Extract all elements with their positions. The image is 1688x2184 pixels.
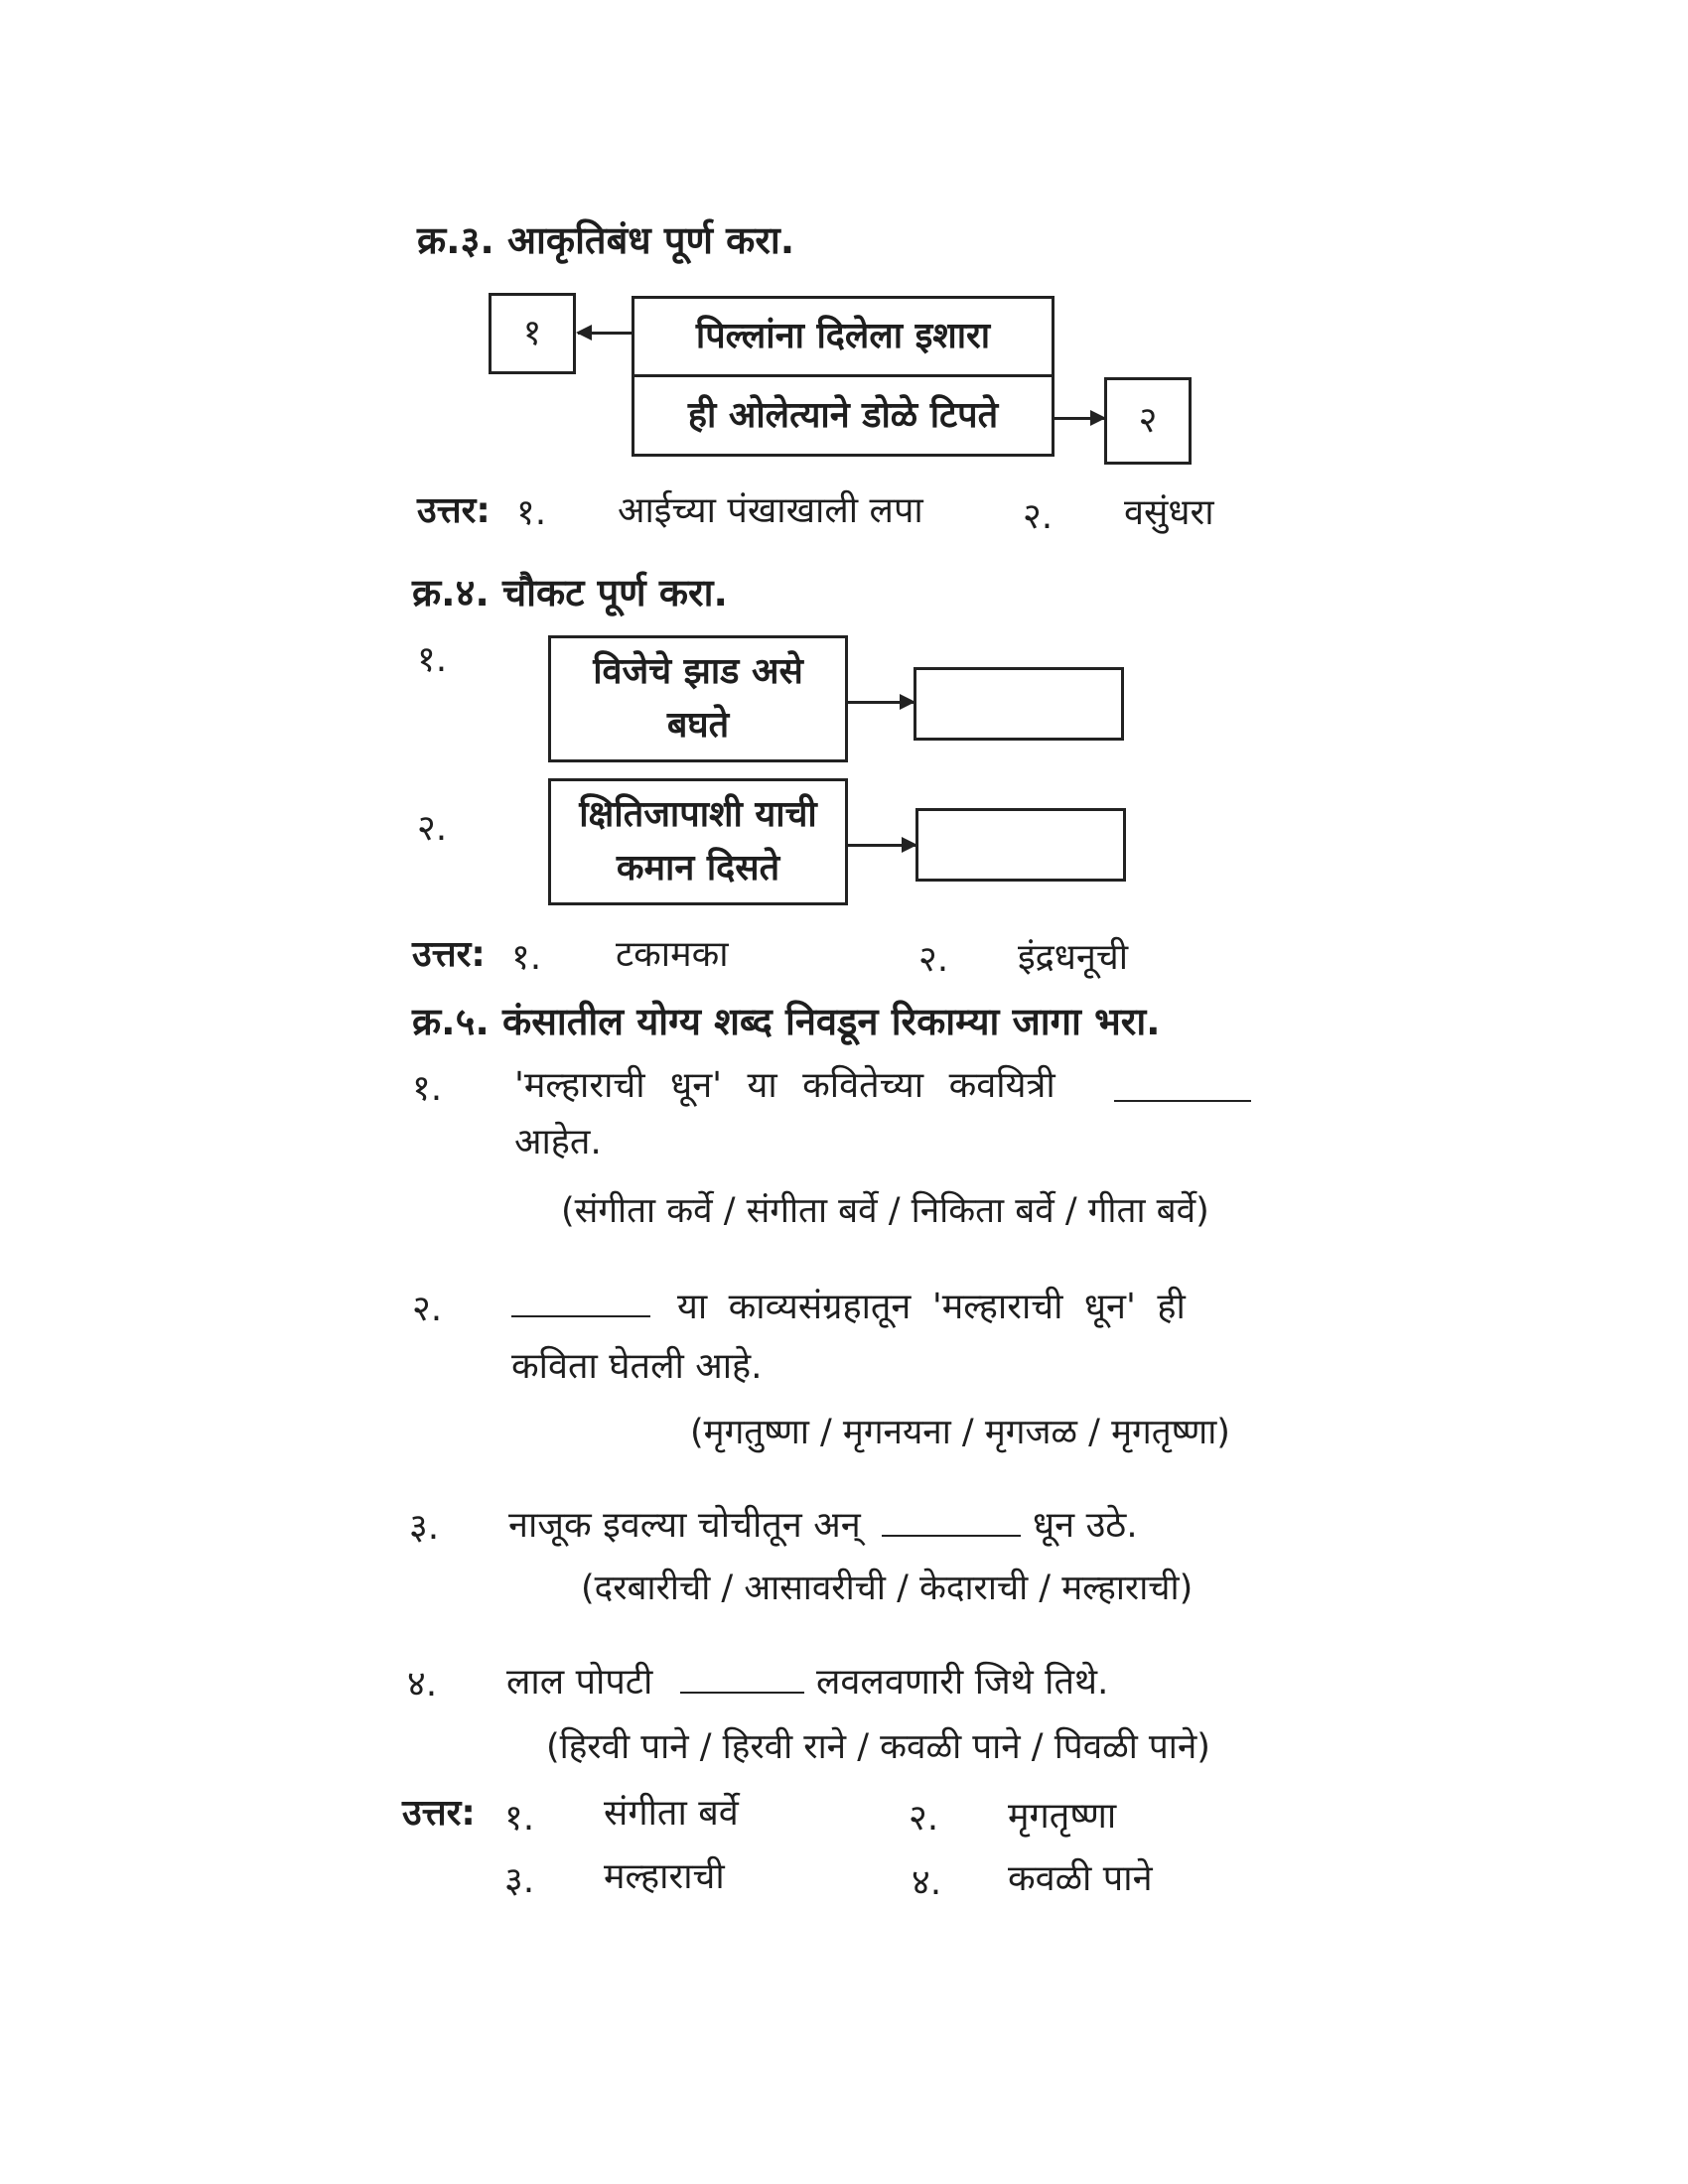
q4-box-1 [548,635,848,762]
q5-item-4-options: (हिरवी पाने / हिरवी राने / कवळी पाने / पिवळी पाने) [546,1727,1210,1767]
q3-answer-1-num: १. [516,492,547,533]
q5-answer-4: कवळी पाने [1008,1858,1153,1899]
q3-box-1-label: १ [522,313,542,353]
q3-answer-2: वसुंधरा [1124,492,1214,533]
q3-center-row-1 [634,299,1052,377]
q5-answer-3: मल्हाराची [604,1856,725,1897]
q5-item-1-options: (संगीता कर्वे / संगीता बर्वे / निकिता बर्वे / गीता बर्वे) [561,1191,1209,1231]
q5-answer-1-num: १. [504,1798,535,1839]
q3-answer-2-num: २. [1023,496,1054,537]
q4-box-2 [548,778,848,905]
q5-item-3-blank[interactable] [882,1535,1021,1537]
q4-empty-box-2[interactable] [915,808,1126,882]
q5-item-1-num: १. [412,1068,443,1109]
q4-item-1-num: १. [417,639,448,680]
q3-box-2 [1104,377,1192,465]
q5-item-2-blank[interactable] [511,1315,650,1317]
q5-item-1-blank[interactable] [1114,1100,1251,1102]
q4-arrow-2 [848,844,915,847]
q5-answer-label: उत्तर: [402,1793,476,1834]
q5-item-3-options: (दरबारीची / आसावरीची / केदाराची / मल्हाराची) [581,1569,1194,1608]
q5-item-3-num: ३. [409,1507,440,1548]
q3-box-1 [489,293,576,374]
q4-heading: क्र.४. चौकट पूर्ण करा. [412,571,728,614]
q3-row-2-text: ही ओलेत्याने डोळे टिपते [687,395,999,436]
q4-empty-box-1[interactable] [914,667,1124,741]
q5-heading: क्र.५. कंसातील योग्य शब्द निवडून रिकाम्या जागा भरा. [412,1000,1161,1043]
q3-heading: क्र.३. आकृतिबंध पूर्ण करा. [417,218,795,262]
q5-answer-3-num: ३. [504,1860,535,1901]
q5-item-3-pre: नाजूक इवल्या चोचीतून अन् [508,1505,861,1546]
q5-item-1-tail: आहेत. [514,1122,602,1162]
q4-item-2-num: २. [417,808,448,849]
q4-box-2-line-2: कमान दिसते [616,848,780,888]
q5-item-4-blank[interactable] [680,1692,804,1694]
q3-center-box [632,296,1055,457]
q4-box-2-line-1: क्षितिजापाशी याची [579,794,817,835]
q5-item-2-num: २. [412,1289,443,1329]
q5-item-2-options: (मृगतुष्णा / मृगनयना / मृगजळ / मृगतृष्णा) [690,1413,1230,1452]
q3-answer-1: आईच्या पंखाखाली लपा [618,490,923,531]
q5-item-3-post: धून उठे. [1033,1505,1138,1546]
q5-answer-2: मृगतृष्णा [1008,1796,1117,1837]
q3-arrow-left [578,332,633,335]
q4-answer-2: इंद्रधनूची [1018,937,1129,978]
q4-box-1-line-1: विजेचे झाड असे [593,651,803,692]
q5-item-4-pre: लाल पोपटी [506,1662,653,1703]
q4-answer-2-num: २. [918,939,949,980]
q3-center-row-2 [634,376,1052,456]
q5-item-4-num: ४. [407,1664,438,1705]
q3-row-1-text: पिल्लांना दिलेला इशारा [695,316,991,356]
q5-item-1-text: 'मल्हाराची धून' या कवितेच्या कवयित्री [514,1065,1055,1106]
q3-answer-label: उत्तर: [417,490,491,531]
q5-item-4-post: लवलवणारी जिथे तिथे. [816,1662,1109,1703]
q5-item-2-text: या काव्यसंग्रहातून 'मल्हाराची धून' ही [677,1287,1186,1327]
q5-item-2-tail: कविता घेतली आहे. [511,1346,763,1387]
q5-answer-2-num: २. [909,1798,939,1839]
q3-box-2-label: २ [1138,400,1158,441]
q4-answer-1: टकामका [616,934,729,975]
q4-box-1-line-2: बघते [666,705,730,746]
q5-answer-4-num: ४. [912,1862,942,1903]
q5-answer-1: संगीता बर्वे [604,1793,739,1834]
q4-answer-1-num: १. [511,937,542,978]
q4-answer-label: उत्तर: [412,934,486,975]
q4-arrow-1 [848,701,914,704]
q3-arrow-right [1055,417,1104,420]
